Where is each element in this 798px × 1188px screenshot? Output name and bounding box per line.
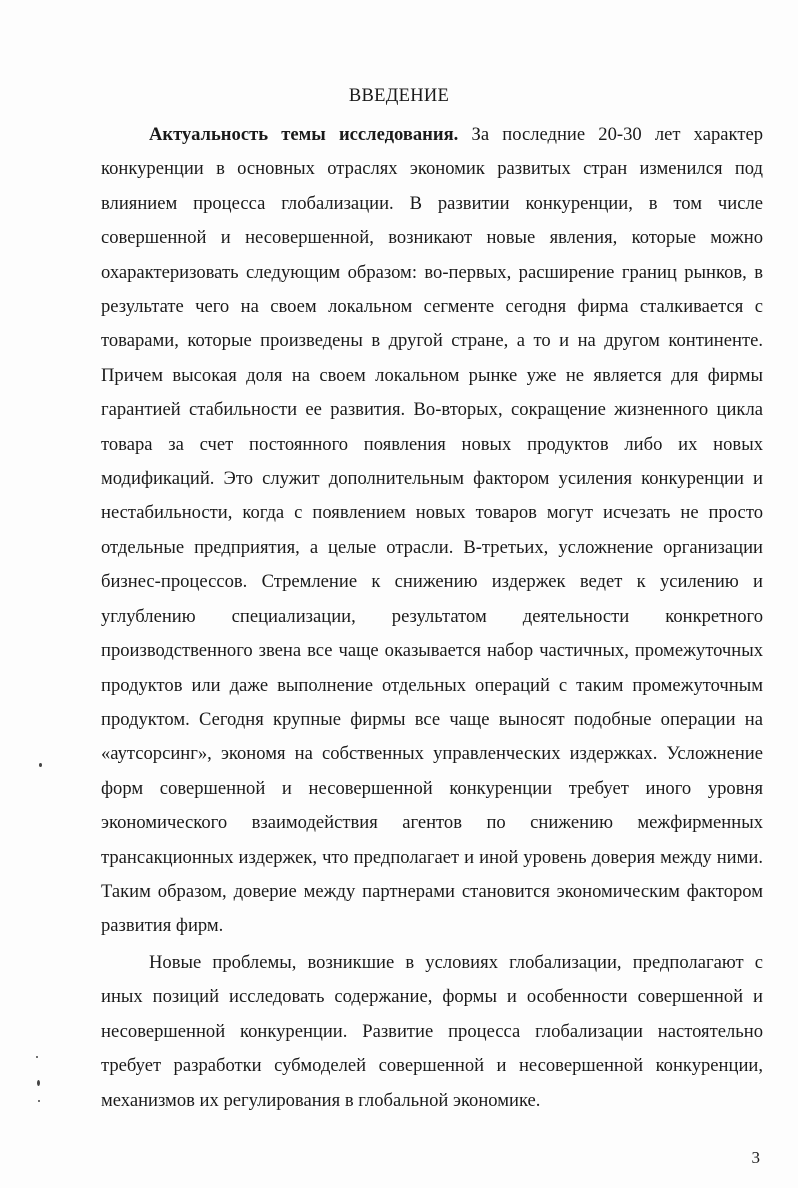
scan-speck [38,1100,40,1102]
paragraph-relevance [101,118,763,944]
section-heading: ВВЕДЕНИЕ [348,86,450,106]
paragraph-body: Новые проблемы, возникшие в условиях глобализации, предполагают с иных позиций исследовать содержание, формы и особенности совершенной и несовершенной конкуренции. Развитие процесса глобализации настоятельно требует разработки субмоделей совершенной и несовершенной конкуренции, механизмов их регулирования в глобальной экономике. [101,952,763,1111]
page-number: 3 [751,1148,760,1167]
scan-speck [37,1080,40,1086]
paragraph-body: За последние 20-30 лет характер конкуренции в основных отраслях экономик развитых стран изменился под влиянием процесса глобализации. В развитии конкуренции, в том числе совершенной и несовершенной, возникают новые явления, которые можно охарактеризовать следующим образом: во-первых, расширение границ рынков, в результате чего на своем локальном сегменте сегодня фирма сталкивается с товарами, которые произведены в другой стране, а то и на другом континенте. Причем высокая доля на своем локальном рынке уже не является для фирмы гарантией стабильности ее развития. Во-вторых, сокращение жизненного цикла товара за счет постоянного появления новых продуктов либо их новых модификаций. Это служит дополнительным фактором усиления конкуренции и нестабильности, когда с появлением новых товаров могут исчезать не просто отдельные предприятия, а целые отрасли. В-третьих, усложнение организации бизнес-процессов. Стремление к снижению издержек ведет к усилению и углублению специализации, результатом деятельности конкретного производственного звена все чаще оказывается набор частичных, промежуточных продуктов или даже выполнение отдельных операций с таким промежуточным продуктом. Сегодня крупные фирмы все чаще выносят подобные операции на «аутсорсинг», экономя на собственных управленческих издержках. Усложнение форм совершенной и несовершенной конкуренции требует иного уровня экономического взаимодействия агентов по снижению межфирменных трансакционных издержек, что предполагает и иной уровень доверия между ними. Таким образом, доверие между партнерами становится экономическим фактором развития фирм. [101,124,763,937]
scan-speck [39,763,42,767]
paragraph-lead: Актуальность темы исследования. [149,124,459,145]
scan-speck [36,1056,38,1058]
paragraph-problems [101,946,763,1118]
